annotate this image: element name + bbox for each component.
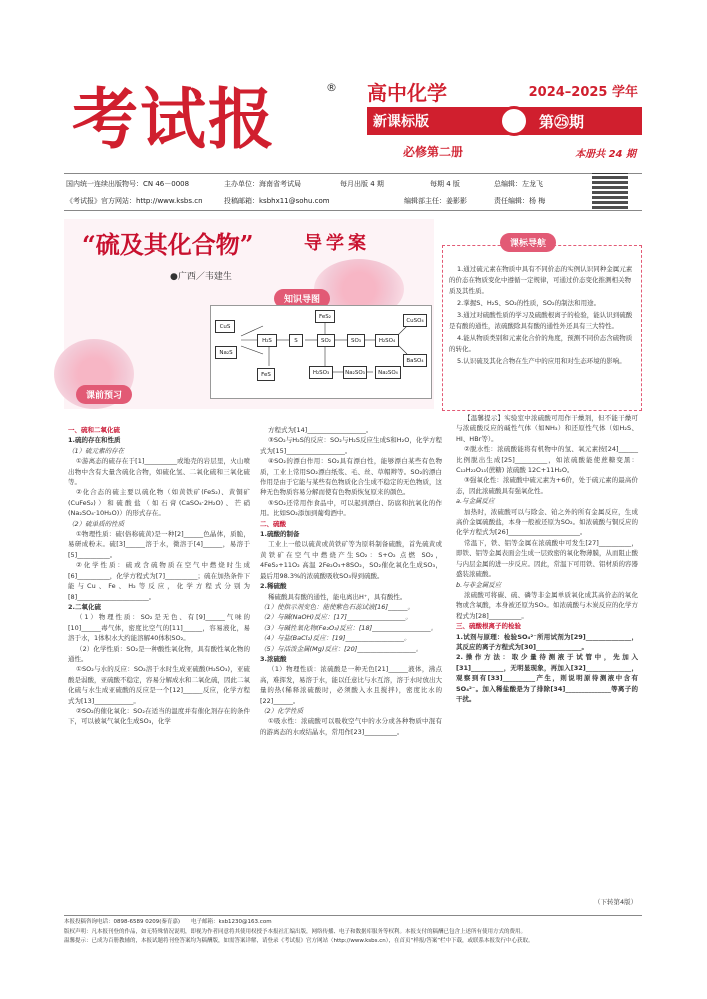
paragraph: 方程式为[14]__________________。 — [268, 426, 373, 434]
diagram-box: FeS — [257, 368, 275, 381]
paragraph: ②化合态的硫主要以硫化物（如黄铁矿(FeS₂)、黄铜矿(CuFeS₂)）和硫酸盐（如石膏(CaSO₄·2H₂O)、芒硝(Na₂SO₄·10H₂O)）的形式存在。 — [68, 488, 250, 518]
newspaper-logo: 考试报 — [72, 80, 276, 158]
subheading: 1.硫的存在和性质 — [68, 436, 121, 445]
diagram-box: S — [289, 334, 303, 347]
paragraph: ④SO₂的漂白作用：SO₂具有漂白性，能够漂白某些有色物质，工业上常用SO₂漂白纸浆、毛、丝、草帽辫等。SO₂的漂白作用是由于它能与某些有色物质化合生成不稳定的无色物质，这种无色物质容易分解而使有色物质恢复原来的颜色。 — [260, 457, 442, 497]
chief-editor: 总编辑：左龙飞 — [494, 180, 543, 188]
page-count: 每期 4 版 — [430, 180, 460, 188]
goal-item: 1.通过硫元素在物质中具有不同价态的实例认识同种金属元素的价态在物质变化中遵循一定规律，可通过价态变化推测相关物质及其性质。 — [449, 265, 633, 295]
knowledge-diagram — [210, 305, 432, 399]
article-column-3 — [456, 413, 638, 704]
paragraph: 加热时，浓硫酸可以与除金、铂之外的所有金属反应，生成高价金属硫酸盐，本身一般被还原为SO₂。如浓硫酸与铜反应的化学方程式为[26]______________________。 — [456, 507, 638, 537]
subject-title: 高中化学 — [367, 81, 447, 105]
paragraph: （1）物理性质：浓硫酸是一种无色[21]______液体，沸点高，难挥发，易溶于水，能以任意比与水互溶，溶于水时放出大量的热(稀释浓硫酸时，必须酸入水且搅拌)，密度比水的[22]______。 — [260, 665, 442, 705]
learning-goals-box — [442, 245, 642, 411]
subheading: 2.操作方法：取少量待测液于试管中，先加入[31]__________，无明显现象，再加入[32]______________，观察到有[33]__________产生，则说明原待测液中含有SO₄²⁻。加入稀盐酸是为了排除[34]______________等离子的干扰。 — [456, 653, 638, 703]
subheading: （1）使指示剂变色：能使紫色石蕊试液[16]______。 — [260, 602, 414, 611]
topic-title: “硫及其化合物” — [82, 230, 254, 259]
knowledge-map-tag: 知识导图 — [274, 289, 330, 308]
paragraph: 稀硫酸具有酸的通性，能电离出H⁺，具有酸性。 — [268, 592, 407, 601]
footer-line: 版权声明：凡本报刊登的作品，如无特殊情况说明，即视为作者同意将其使用权授予本报社汇编出版，网络传播、电子和数据库服务等权利。本报支付的稿酬已包含上述所有使用方式的费用。 — [64, 928, 527, 935]
diagram-box: H₂S — [257, 334, 277, 347]
page-footer — [64, 915, 642, 945]
section-heading: 三、硫酸根离子的检验 — [456, 622, 521, 631]
paragraph: ①物理性质：硫(俗称硫黄)是一种[2]______色晶体，质脆，易研成粉末。硫[3]______溶于水，微溶于[4]______，易溶于[5]__________。 — [68, 530, 250, 559]
masthead-right — [367, 77, 642, 169]
diagram-box: CuSO₄ — [403, 314, 427, 327]
subheading: a.与金属反应 — [456, 497, 495, 506]
diagram-box: BaSO₄ — [403, 354, 427, 367]
continued-note: （下转第4版） — [594, 898, 638, 906]
article-column-2 — [260, 425, 442, 737]
topic-banner — [64, 219, 434, 409]
school-year: 2024–2025 学年 — [528, 85, 638, 100]
subheading: 1.试剂与原理：检验SO₄²⁻所用试剂为[29]______________，其反应的离子方程式为[30]______________。 — [456, 632, 638, 651]
diagram-box: FeS₂ — [315, 310, 335, 323]
subheading: （2）与碱(NaOH)反应：[17]__________________。 — [260, 613, 412, 622]
diagram-box: H₂SO₃ — [309, 366, 333, 379]
subheading: （4）与盐(BaCl₂)反应：[19]__________________。 — [260, 634, 411, 643]
subheading: （1）硫元素的存在 — [68, 446, 125, 455]
official-site-link[interactable]: 《考试报》官方网站：http://www.ksbs.cn — [66, 197, 203, 205]
paragraph: ③强氧化性：浓硫酸中硫元素为+6价，处于硫元素的最高价态，因此浓硫酸具有强氧化性。 — [456, 476, 638, 495]
issue-number: 第㉕期 — [539, 113, 585, 131]
qr-code[interactable] — [592, 173, 628, 209]
footer-line: 本报投稿咨询电话：0898-6589 0209(秦育嘉) 电子邮箱：ksb1230@163.com — [64, 919, 272, 925]
diagram-box: SO₃ — [347, 334, 365, 347]
diagram-box: Na₂S — [215, 346, 237, 359]
edition-label: 新课标版 — [373, 114, 429, 130]
paragraph: ③SO₂与H₂S的反应：SO₂与H₂S反应生成S和H₂O，化学方程式为[15]__________________。 — [260, 436, 442, 455]
diagram-box: Na₂SO₄ — [375, 366, 401, 379]
cn-number: 国内统一连续出版物号：CN 46－0008 — [66, 180, 190, 188]
paragraph: ②SO₂的催化氧化：SO₂在适当的温度并有催化剂存在的条件下，可以被氧气氧化生成SO₃，化学 — [68, 706, 250, 726]
host-unit: 主办单位：海南省考试局 — [224, 180, 301, 188]
submission-email[interactable]: 投稿邮箱：ksbhx11@sohu.com — [224, 197, 330, 205]
frequency: 每月出版 4 期 — [340, 180, 384, 188]
study-guide-label: 导学案 — [304, 233, 370, 254]
preview-tag: 课前预习 — [76, 385, 132, 404]
issue-count: 本册共 24 期 — [575, 149, 636, 160]
author-line: ●广西／韦建生 — [170, 272, 232, 282]
paragraph: ②化学性质：硫或含硫物质在空气中燃烧时生成[6]__________，化学方程式为[7]__________；硫在加热条件下能与Cu、Fe、H₂等反应，化学方程式分别为[8]______________________。 — [68, 561, 250, 601]
paragraph: ②脱水性：浓硫酸能将有机物中的氢、氧元素按[24]______比例脱出生成[25]__________，如浓硫酸能使蔗糖变黑：C₁₂H₂₂O₁₁(蔗糖) 浓硫酸 12C+11H₂O。 — [456, 445, 638, 475]
subheading: 2.稀硫酸 — [260, 582, 287, 591]
diagram-box: SO₂ — [317, 334, 335, 347]
goal-item: 5.认识硫及其化合物在生产中的应用和对生态环境的影响。 — [457, 357, 626, 365]
diagram-box: H₂SO₄ — [375, 334, 399, 347]
volume-label: 必修第二册 — [403, 145, 464, 159]
paragraph: ①SO₂与水的反应：SO₂溶于水时生成亚硫酸(H₂SO₃)，亚硫酸是弱酸，亚硫酸不稳定，容易分解成水和二氧化硫，因此二氧化硫与水生成亚硫酸的反应是一个[12]______反应，化学方程式为[13]____________。 — [68, 665, 250, 705]
newspaper-page — [64, 73, 642, 945]
subheading: （2）硫单质的性质 — [68, 519, 125, 528]
paragraph: 工业上一般以硫黄或黄铁矿等为原料制备硫酸，首先硫黄或黄铁矿在空气中燃烧产生SO₂：S+O₂ 点燃 SO₂，4FeS₂+11O₂ 高温 2Fe₂O₃+8SO₂，SO₂催化氧化生成SO₃，最后用98.3%的浓硫酸吸收SO₃得到硫酸。 — [260, 540, 442, 580]
goal-item: 2.掌握S、H₂S、SO₂的性质，SO₂的制法和用途。 — [457, 299, 601, 307]
goal-item: 4.能从物质类别和元素化合价的角度，预测不同价态含硫物质的转化。 — [449, 334, 633, 353]
diagram-box: Na₂SO₃ — [343, 366, 367, 379]
section-heading: 一、硫和二氧化硫 — [68, 426, 120, 434]
goal-item: 3.通过对硫酸性质的学习及硫酸根离子的检验，能认识到硫酸是有酸的通性，浓硫酸除具有酸的通性外还具有三大特性。 — [449, 311, 633, 330]
section-heading: 二、硫酸 — [260, 519, 286, 528]
subheading: 2.二氧化硫 — [68, 602, 101, 611]
paragraph: ①游离态的硫存在于[1]__________或地壳的岩层里，火山喷出物中含有大量含硫化合物，如硫化氢、二氧化硫和三氧化硫等。 — [68, 457, 250, 487]
registered-mark: ® — [326, 81, 337, 94]
article-column-1 — [68, 425, 250, 727]
paragraph: 常温下，铁、铝等金属在浓硫酸中可发生[27]__________，即铁、铝等金属表面会生成一层致密的氧化物薄膜，从而阻止酸与内层金属的进一步反应。因此，常温下可用铁、铝材质的容器盛装浓硫酸。 — [456, 538, 638, 579]
subheading: （5）与活泼金属(Mg)反应：[20]__________________。 — [260, 644, 423, 653]
subheading: 1.硫酸的制备 — [260, 530, 300, 539]
subheading: b.与非金属反应 — [456, 580, 502, 589]
publication-info — [64, 173, 642, 211]
curriculum-guide-tag: 课标导航 — [500, 233, 556, 252]
subheading: 3.浓硫酸 — [260, 654, 287, 663]
emblem-icon — [499, 106, 529, 136]
paragraph: 【温馨提示】实验室中浓硫酸可用作干燥剂，但不能干燥可与浓硫酸反应的碱性气体（如NH₃）和还原性气体（如H₂S、HI、HBr等）。 — [456, 414, 638, 443]
masthead — [64, 73, 642, 169]
department-director: 编辑部主任：姜影影 — [404, 197, 467, 205]
paragraph: ⑤SO₂还常用作食品中，可以起到漂白、防腐和抗氧化的作用。比如SO₂添加到葡萄酒中。 — [260, 498, 442, 518]
paragraph: ①吸水性：浓硫酸可以吸收空气中的水分或各种物质中混有的游离态的水或结晶水，常用作[23]__________。 — [260, 717, 442, 736]
paragraph: （1）物理性质：SO₂是无色、有[9]______气味的[10]______毒气体，密度比空气的[11]______，容易液化，易溶于水，1体积水大约能溶解40体积SO₂。 — [68, 613, 250, 643]
responsible-editor: 责任编辑：杨 梅 — [494, 197, 546, 205]
diagram-box: CuS — [215, 320, 235, 333]
subheading: （3）与碱性氧化物(Fe₂O₃)反应：[18]__________________。 — [260, 623, 438, 632]
subheading: （2）化学性质 — [260, 706, 304, 715]
paragraph: （2）化学性质：SO₂是一种酸性氧化物，具有酸性氧化物的通性。 — [68, 644, 250, 663]
paragraph: 浓硫酸可将碳、硫、磷等非金属单质氧化成其高价态的氧化物或含氧酸，本身被还原为SO₂。如浓硫酸与木炭反应的化学方程式为[28]__________。 — [456, 590, 638, 620]
footer-line: 温馨提示：已成为百册教辅的，本报试题将刊登答案均为稿酬版，如需答案详解，请登录《考试报》官方网站（http://www.ksbs.cn），在首页“样报/答案”栏中下载，或联系本报发行中心获取。 — [64, 938, 534, 945]
